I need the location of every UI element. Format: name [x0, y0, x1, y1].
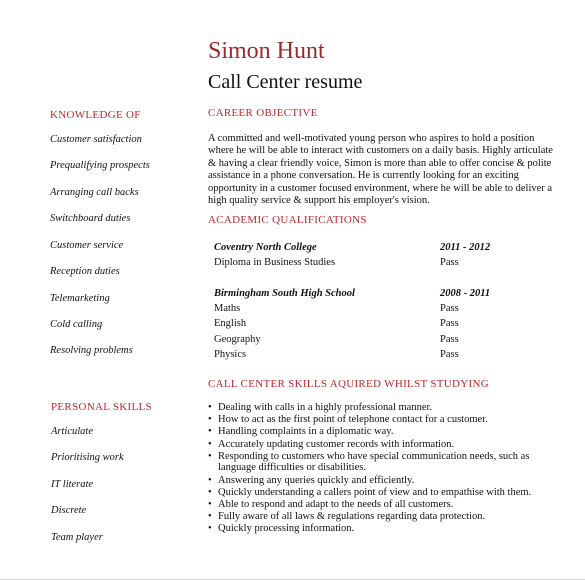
- list-item: [208, 523, 548, 535]
- candidate-name: Simon Hunt: [208, 38, 325, 64]
- knowledge-item: Reception duties: [50, 266, 120, 277]
- subject-result: Pass: [440, 318, 459, 329]
- knowledge-item: Customer service: [50, 240, 124, 251]
- list-item: [208, 511, 548, 523]
- resume-title: Call Center resume: [208, 71, 363, 93]
- career-objective-text: A committed and well-motivated young person who aspires to hold a position where he will be able to interact with customers on a daily basis. Highly articulate & having a clear friendly voice, Simon is more than able to offer concise & polite assistance in a phone conversation. He is currently looking for an exciting opportunity in a customer focused environment, where he will be able to deliver a high quality service & support his employer's vision.: [208, 133, 553, 207]
- personal-skill-item: Articulate: [51, 426, 93, 437]
- knowledge-item: Switchboard duties: [50, 213, 131, 224]
- list-item: [208, 414, 548, 426]
- call-center-skills-heading: CALL CENTER SKILLS AQUIRED WHILST STUDYING: [208, 378, 489, 390]
- bullet-icon: •: [208, 498, 212, 510]
- institution-name: Coventry North College: [214, 242, 317, 253]
- personal-skill-item: Prioritising work: [51, 452, 124, 463]
- skill-text: Accurately updating customer records with information.: [218, 438, 455, 450]
- bullet-icon: •: [208, 402, 212, 413]
- knowledge-heading: KNOWLEDGE OF: [50, 109, 141, 121]
- institution-years: 2011 - 2012: [440, 242, 491, 253]
- call-center-skills-list: [208, 402, 548, 535]
- list-item: [208, 475, 548, 487]
- subject-name: Maths: [214, 303, 241, 314]
- subject-result: Pass: [440, 349, 459, 360]
- subject-name: Diploma in Business Studies: [214, 257, 336, 268]
- bullet-icon: •: [208, 486, 212, 498]
- bullet-icon: •: [208, 426, 212, 438]
- bullet-icon: •: [208, 414, 212, 426]
- knowledge-item: Cold calling: [50, 319, 103, 330]
- skill-text: Fully aware of all laws & regulations regarding data protection.: [218, 511, 486, 523]
- personal-skill-item: IT literate: [51, 479, 94, 490]
- personal-skill-item: Team player: [51, 532, 103, 543]
- knowledge-item: Telemarketing: [50, 293, 110, 304]
- academic-heading: ACADEMIC QUALIFICATIONS: [208, 214, 367, 226]
- skill-text: Responding to customers who have special communication needs, such as language difficulties or disabilities.: [218, 450, 530, 474]
- career-objective-heading: CAREER OBJECTIVE: [208, 107, 318, 119]
- personal-skill-item: Discrete: [51, 505, 87, 516]
- bullet-icon: •: [208, 511, 212, 523]
- subject-result: Pass: [440, 334, 459, 345]
- skill-text: Handling complaints in a diplomatic way.: [218, 426, 394, 438]
- knowledge-item: Customer satisfaction: [50, 134, 142, 145]
- subject-name: Geography: [214, 334, 261, 345]
- bullet-icon: •: [208, 523, 212, 535]
- list-item: [208, 426, 548, 438]
- knowledge-item: Arranging call backs: [50, 187, 139, 198]
- subject-result: Pass: [440, 303, 459, 314]
- subject-result: Pass: [440, 257, 459, 268]
- institution-name: Birmingham South High School: [214, 288, 355, 299]
- skill-text: Able to respond and adapt to the needs of all customers.: [218, 498, 454, 510]
- list-item: [208, 451, 548, 474]
- list-item: [208, 402, 548, 414]
- institution-years: 2008 - 2011: [440, 288, 491, 299]
- list-item: [208, 439, 548, 451]
- skill-text: Quickly understanding a callers point of view and to empathise with them.: [218, 486, 532, 498]
- skill-text: Quickly processing information.: [218, 523, 355, 535]
- subject-name: Physics: [214, 349, 247, 360]
- bullet-icon: •: [208, 450, 212, 462]
- skill-text: Dealing with calls in a highly professional manner.: [218, 402, 433, 413]
- bullet-icon: •: [208, 438, 212, 450]
- bullet-icon: •: [208, 474, 212, 486]
- skill-text: Answering any queries quickly and efficiently.: [218, 474, 415, 486]
- knowledge-item: Prequalifying prospects: [50, 160, 150, 171]
- skill-text: How to act as the first point of telephone contact for a customer.: [218, 414, 488, 426]
- subject-name: English: [214, 318, 247, 329]
- list-item: [208, 487, 548, 499]
- knowledge-item: Resolving problems: [50, 345, 133, 356]
- personal-skills-heading: PERSONAL SKILLS: [51, 401, 152, 413]
- list-item: [208, 499, 548, 511]
